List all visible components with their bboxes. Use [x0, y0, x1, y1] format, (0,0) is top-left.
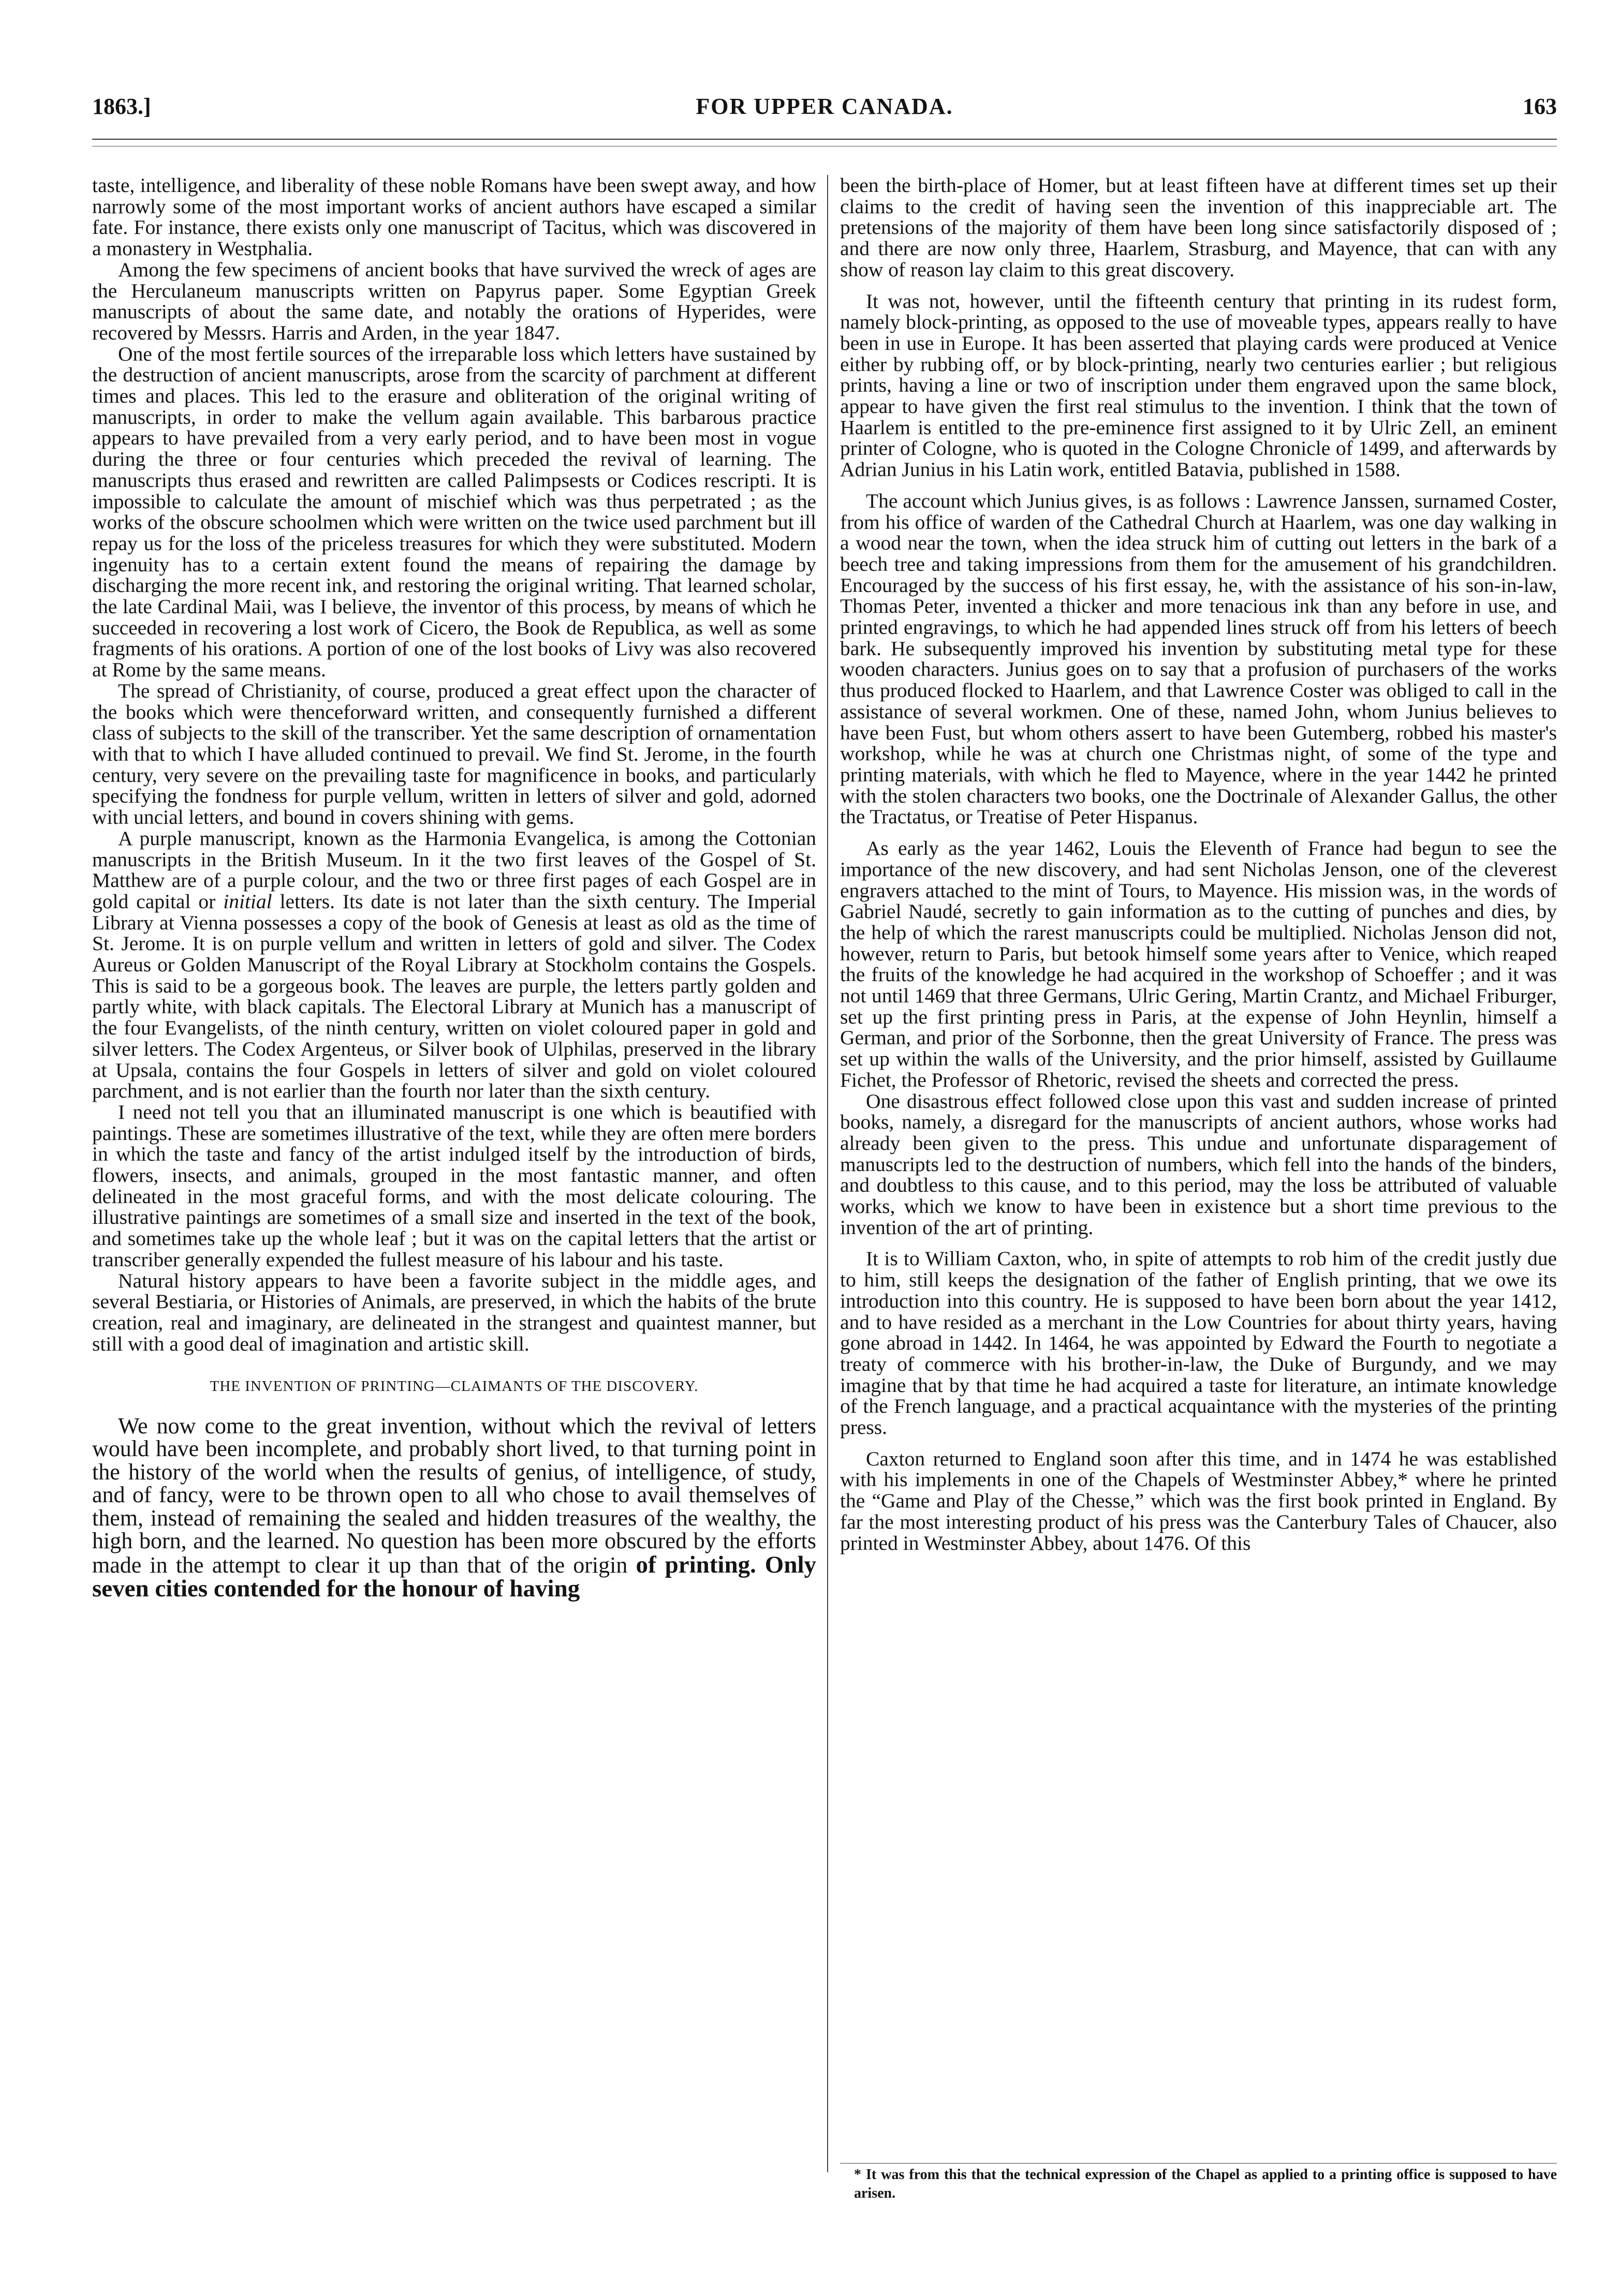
paragraph: Natural history appears to have been a favorite subject in the middle ages, and several Bestiaria, or Histories of Animals, are preserved, in which the habits of the brute creation, real and imaginary, are delineated in the strangest and quaintest manner, but still with a good deal of imagination and artistic skill. [92, 1269, 816, 1355]
text-run: letters. Its date is not later than the sixth century. The Imperial Library at Vienna possesses a copy of the book of Genesis at least as old as the time of St. Jerome. It is on purple vellum and written in letters of gold and silver. The Codex Aureus or Golden Manuscript of the Royal Library at Stockholm contains the Gospels. This is said to be a gorgeous book. The leaves are purple, the letters partly golden and partly white, with black capitals. The Electoral Library at Munich has a manuscript of the four Evangelists, of the ninth century, written on violet coloured paper in gold and silver letters. The Codex Argenteus, or Silver book of Ulphilas, preserved in the library at Upsala, contains the four Gospels in letters of silver and gold on violet coloured parchment, and is not earlier than the fourth nor later than the sixth century. [92, 890, 816, 1103]
header-title: FOR UPPER CANADA. [696, 94, 953, 119]
paragraph: Caxton returned to England soon after this time, and in 1474 he was established with his implements in one of the Chapels of Westminster Abbey,* where he printed the “Game and Play of the Chesse,” which was the first book printed in England. By far the most interesting product of his press was the Canterbury Tales of Chaucer, also printed in Westminster Abbey, about 1476. Of this [840, 1447, 1557, 1554]
header-year: 1863.] [92, 94, 151, 119]
paragraph [92, 828, 816, 1102]
paragraph: Among the few specimens of ancient books that have survived the wreck of ages are the Herculaneum manuscripts written on Papyrus paper. Some Egyptian Greek manuscripts of about the same date, and notably the orations of Hyperides, were recovered by Messrs. Harris and Arden, in the year 1847. [92, 258, 816, 344]
paragraph: The spread of Christianity, of course, produced a great effect upon the character of the books which were thenceforward written, and consequently furnished a different class of subjects to the skill of the transcriber. Yet the same description of ornamentation with that to which I have alluded continued to prevail. We find St. Jerome, in the fourth century, very severe on the prevailing taste for magnificence in books, and particularly specifying the fondness for purple vellum, written in letters of silver and gold, adorned with uncial letters, and bound in covers shining with gems. [92, 679, 816, 829]
footnote: * It was from this that the technical expression of the Chapel as applied to a printing office is supposed to have arisen. [854, 2167, 1557, 2201]
paragraph: It is to William Caxton, who, in spite of attempts to rob him of the credit justly due to him, still keeps the designation of the father of English printing, that we owe its introduction into this country. He is supposed to have been born about the year 1412, and to have resided as a merchant in the Low Countries for about thirty years, having gone abroad in 1442. In 1464, he was appointed by Edward the Fourth to negotiate a treaty of commerce with his brother-in-law, the Duke of Burgundy, and we may imagine that by that time he had acquired a taste for literature, an intimate knowledge of the French language, and a practical acquaintance with the mysteries of the printing press. [840, 1247, 1557, 1439]
italic-word: initial [223, 890, 272, 913]
running-head [92, 93, 1557, 129]
right-column [840, 175, 1557, 1553]
paragraph: As early as the year 1462, Louis the Eleventh of France had begun to see the importance of the new discovery, and had sent Nicholas Jenson, one of the cleverest engravers attached to the mint of Tours, to Mayence. His mission was, in the words of Gabriel Naudé, secretly to gain information as to the cutting of punches and dies, by the help of which the rarest manuscripts could be multiplied. Nicholas Jenson did not, however, return to Paris, but betook himself some years after to Venice, which reaped the fruits of the knowledge he had acquired in the workshop of Schoeffer ; and it was not until 1469 that three Germans, Ulric Gering, Martin Crantz, and Michael Friburger, set up the first printing press in Paris, at the expense of John Heynlin, himself a German, and prior of the Sorbonne, then the great University of France. The press was set up within the walls of the University, and the prior himself, assisted by Guillaume Fichet, the Professor of Rhetoric, revised the sheets and corrected the press. [840, 837, 1557, 1091]
column-divider [827, 175, 828, 2172]
text-run-bold: of printing. Only seven cities contended for the honour of having [92, 1551, 817, 1602]
paragraph: It was not, however, until the fifteenth century that printing in its rudest form, namely block-printing, as opposed to the use of moveable types, appears really to have been in use in Europe. It has been asserted that playing cards were produced at Venice either by rubbing off, or by block-printing, nearly two centuries earlier ; but religious prints, having a line or two of inscription under them engraved upon the same block, appear to have given the first real stimulus to the invention. I think that the town of Haarlem is entitled to the pre-eminence first assigned to it by Ulric Zell, an eminent printer of Cologne, who is quoted in the Cologne Chronicle of 1499, and afterwards by Adrian Junius in his Latin work, entitled Batavia, published in 1588. [840, 289, 1557, 481]
paragraph: been the birth-place of Homer, but at least fifteen have at different times set up their claims to the credit of having seen the invention of this inappreciable art. The pretensions of the majority of them have been long since satisfactorily disposed of ; and there are now only three, Haarlem, Strasburg, and Mayence, that can with any show of reason lay claim to this great discovery. [840, 174, 1557, 281]
paragraph [92, 1415, 816, 1601]
paragraph: One disastrous effect followed close upon this vast and sudden increase of printed books, namely, a disregard for the manuscripts of ancient authors, whose works had already been given to the press. This undue and unfortunate disparagement of manuscripts led to the destruction of numbers, which fell into the hands of the binders, and doubtless to this cause, and to this period, may the loss be attributed of valuable works, which we know to have been in existence but a short time previous to the invention of the art of printing. [840, 1089, 1557, 1239]
page-number: 163 [1523, 94, 1557, 119]
footnote-rule [840, 2163, 1557, 2164]
paragraph: One of the most fertile sources of the irreparable loss which letters have sustained by the destruction of ancient manuscripts, arose from the scarcity of parchment at different times and places. This led to the erasure and obliteration of the original writing of manuscripts, in order to make the vellum again available. This barbarous practice appears to have prevailed from a very early period, and to have been most in vogue during the three or four centuries which preceded the revival of learning. The manuscripts thus erased and rewritten are called Palimpsests or Codices rescripti. It is impossible to calculate the amount of mischief which was thus perpetrated ; as the works of the obscure schoolmen which were written on the twice used parchment but ill repay us for the loss of the priceless treasures for which they were substituted. Modern ingenuity has to a certain extent found the means of repairing the damage by discharging the more recent ink, and restoring the original writing. That learned scholar, the late Cardinal Maii, was I believe, the inventor of this process, by means of which he succeeded in recovering a lost work of Cicero, the Book de Republica, as well as some fragments of his orations. A portion of one of the lost books of Livy was also recovered at Rome by the same means. [92, 342, 816, 682]
paragraph: The account which Junius gives, is as follows : Lawrence Janssen, surnamed Coster, from his office of warden of the Cathedral Church at Haarlem, was one day walking in a wood near the town, when the idea struck him of cutting out letters in the bark of a beech tree and taking impressions from them for the amusement of his grandchildren. Encouraged by the success of his first essay, he, with the assistance of his son-in-law, Thomas Peter, invented a thicker and more tenacious ink than any before in use, and printed engravings, to which he had appended lines struck off from his letters of beech bark. He subsequently improved his invention by substituting metal type for these wooden characters. Junius goes on to say that a profusion of purchasers of the works thus produced flocked to Haarlem, and that Lawrence Coster was obliged to call in the assistance of several workmen. One of these, named John, whom Junius believes to have been Fust, but whom others assert to have been Gutemberg, robbed his master's workshop, while he was at church one Christmas night, of some of the type and printing materials, with which he fled to Mayence, where in the year 1442 he printed with the stolen characters two books, one the Doctrinale of Alexander Gallus, the other the Tractatus, or Treatise of Peter Hispanus. [840, 489, 1557, 828]
text-run: A purple manuscript, known as the Harmonia Evangelica, is among the Cottonian manuscripts in the British Museum. In it the two first leaves of the Gospel of St. Matthew are of a purple colour, and the two or three first pages of each Gospel are in gold capital or [92, 826, 816, 913]
section-heading: THE INVENTION OF PRINTING—CLAIMANTS OF THE DISCOVERY. [210, 1378, 699, 1395]
left-column [92, 175, 816, 1601]
text-run: We now come to the great invention, without which the revival of letters would have been incomplete, and probably short lived, to that turning point in the history of the world when the results of genius, of intelligence, of study, and of fancy, were to be thrown open to all who chose to avail themselves of them, instead of remaining the sealed and hidden treasures of the wealthy, the high born, and the learned. No question has been more obscured by the efforts made in the attempt to clear it up than that of the origin [92, 1413, 816, 1578]
paragraph: taste, intelligence, and liberality of these noble Romans have been swept away, and how narrowly some of the most important works of ancient authors have escaped a similar fate. For instance, there exists only one manuscript of Tacitus, which was discovered in a monastery in Westphalia. [92, 174, 816, 260]
paragraph: I need not tell you that an illuminated manuscript is one which is beautified with paintings. These are sometimes illustrative of the text, while they are often mere borders in which the taste and fancy of the artist indulged itself by the introduction of birds, flowers, insects, and animals, grouped in the most fantastic manner, and often delineated in the most graceful forms, and with the most delicate colouring. The illustrative paintings are sometimes of a small size and inserted in the text of the book, and sometimes take up the whole leaf ; but it was on the capital letters that the artist or transcriber generally expended the fullest measure of his labour and his taste. [92, 1100, 816, 1271]
header-rule [92, 139, 1557, 140]
